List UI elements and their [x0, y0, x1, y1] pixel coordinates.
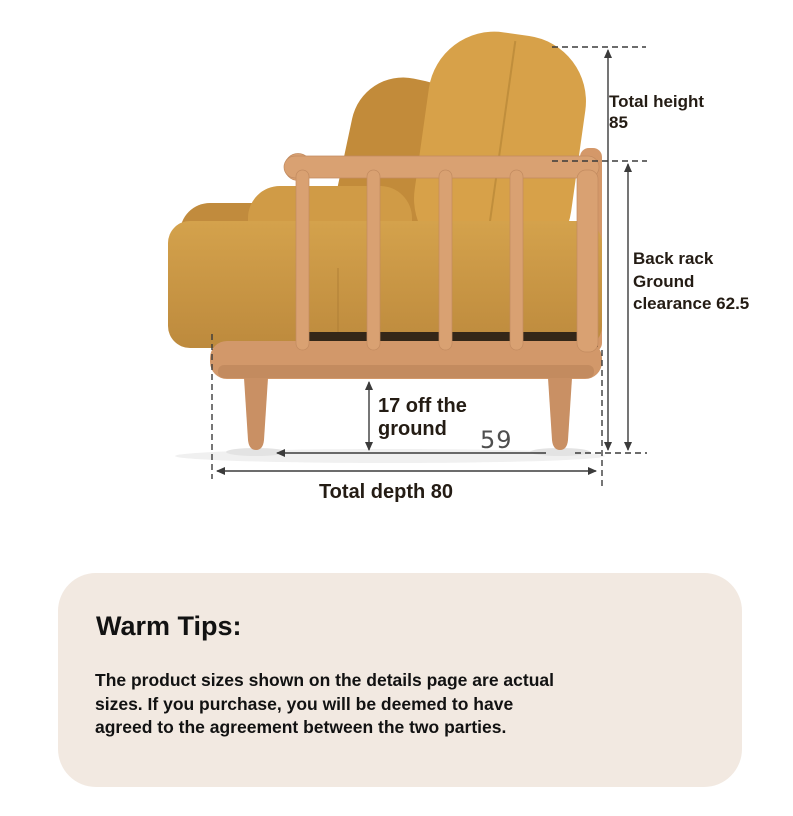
- back-rack-label: Back rack: [633, 249, 714, 268]
- base-rail: [210, 341, 602, 379]
- warm-tips-line: sizes. If you purchase, you will be deemed to have: [95, 693, 514, 714]
- ground-shadow: [175, 448, 605, 463]
- warm-tips-box: [58, 573, 742, 787]
- rear-leg: [548, 378, 572, 450]
- corner-post: [577, 170, 598, 352]
- warm-tips-heading: Warm Tips:: [96, 611, 242, 641]
- warm-tips-line: The product sizes shown on the details page are actual: [95, 670, 554, 690]
- total-height-label: Total height 85: [609, 92, 705, 133]
- inner-depth-number: 59: [480, 426, 513, 454]
- ground-clearance-label: Ground clearance 62.5: [633, 272, 750, 314]
- floor-clearance-label: 17 off the ground: [378, 395, 467, 440]
- warm-tips-body: [95, 669, 554, 740]
- sofa-illustration: [168, 23, 602, 450]
- spindle: [296, 170, 309, 350]
- spindle: [510, 170, 523, 350]
- spindle: [439, 170, 452, 350]
- front-leg: [244, 378, 268, 450]
- total-depth-label: Total depth 80: [318, 481, 454, 503]
- spindle: [367, 170, 380, 350]
- warm-tips-line: agreed to the agreement between the two parties.: [95, 717, 507, 737]
